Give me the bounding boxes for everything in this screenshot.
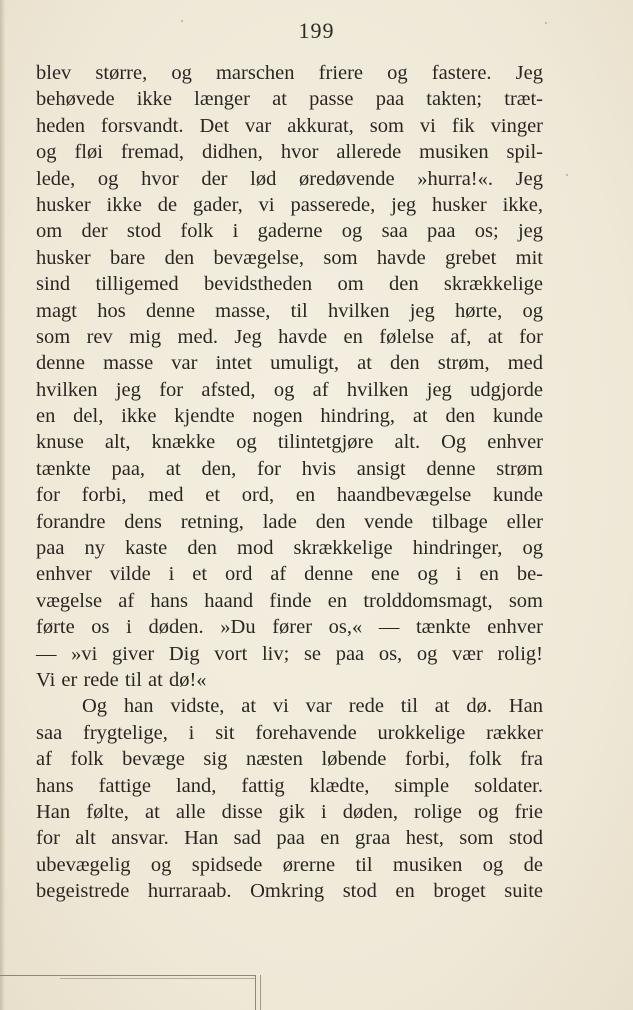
text-line: blev større, og marschen friere og fastere. Jeg: [36, 62, 543, 84]
text-line: førte os i døden. »Du fører os,« — tænkte enhver: [36, 616, 543, 639]
text-line: forandre dens retning, lade den vende tilbage eller: [36, 510, 543, 533]
text-line: Han følte, at alle disse gik i døden, rolige og frie: [36, 800, 543, 823]
text-line: som rev mig med. Jeg havde en følelse af, at for: [36, 325, 543, 348]
text-line: paa ny kaste den mod skrækkelige hindringer, og: [36, 537, 543, 560]
page-binding-edge: [0, 0, 5, 1010]
text-line: om der stod folk i gaderne og saa paa os; jeg: [36, 220, 543, 243]
text-line: vægelse af hans haand finde en trolddomsmagt, som: [36, 589, 543, 612]
text-line: heden forsvandt. Det var akkurat, som vi fik vinger: [36, 114, 543, 137]
text-line: af folk bevæge sig næsten løbende forbi, folk fra: [36, 748, 543, 771]
page-number: 199: [298, 18, 335, 43]
text-line: sind tilligemed bevidstheden om den skrækkelige: [36, 273, 543, 296]
text-line: magt hos denne masse, til hvilken jeg hørte, og: [36, 299, 543, 322]
page-bottom-edge: [0, 966, 633, 1010]
text-line: for forbi, med et ord, en haandbevægelse kunde: [36, 484, 543, 507]
text-line: for alt ansvar. Han sad paa en graa hest, som stod: [36, 827, 543, 850]
paper-speck: [566, 174, 568, 176]
page-fold-line-shadow: [60, 978, 255, 979]
text-line: husker ikke de gader, vi passerede, jeg husker ikke,: [36, 193, 543, 216]
text-line: og fløi fremad, didhen, hvor allerede musiken spil-: [36, 141, 543, 164]
text-line: behøvede ikke længer at passe paa takten; træt-: [36, 88, 543, 111]
text-line: hvilken jeg for afsted, og af hvilken jeg udgjorde: [36, 378, 543, 401]
text-line-paragraph-end: Vi er rede til at dø!«: [36, 668, 207, 691]
text-line: saa frygtelige, i sit forehavende urokkelige rækker: [36, 721, 543, 744]
text-line: denne masse var intet umuligt, at den strøm, med: [36, 352, 543, 375]
text-line: knuse alt, knække og tilintetgjøre alt. Og enhver: [36, 431, 543, 454]
text-line: husker bare den bevægelse, som havde grebet mit: [36, 246, 543, 269]
text-line: enhver vilde i et ord af denne ene og i en be-: [36, 563, 543, 586]
text-line: tænkte paa, at den, for hvis ansigt denne strøm: [36, 457, 543, 480]
text-line: — »vi giver Dig vort liv; se paa os, og vær rolig!: [36, 642, 543, 665]
text-line: hans fattige land, fattig klædte, simple soldater.: [36, 774, 543, 797]
paper-speck: [545, 22, 547, 24]
text-line: begeistrede hurraraab. Omkring stod en broget suite: [36, 880, 543, 903]
body-text: [36, 60, 543, 905]
text-line: lede, og hvor der lød øredøvende »hurra!«. Jeg: [36, 167, 543, 190]
text-line: ubevægelig og spidsede ørerne til musiken og de: [36, 853, 543, 876]
paper-speck: [181, 20, 183, 22]
page-fold-corner: [255, 975, 261, 1010]
page-fold-line: [0, 975, 255, 976]
text-line: en del, ikke kjendte nogen hindring, at den kunde: [36, 405, 543, 428]
text-line-paragraph-start: Og han vidste, at vi var rede til at dø. Han: [82, 695, 543, 718]
